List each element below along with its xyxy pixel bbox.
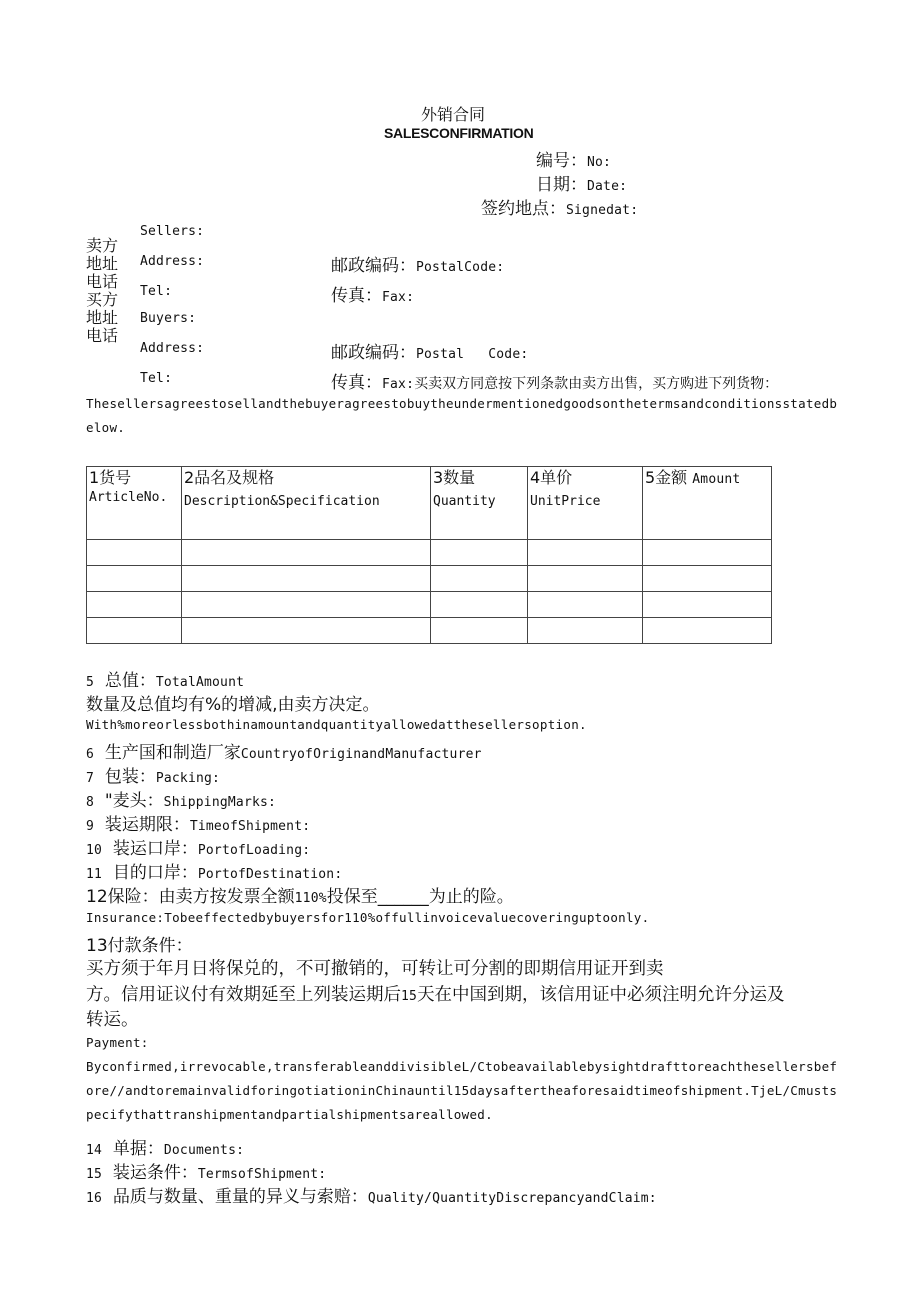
table-row	[87, 618, 772, 644]
side-label-block	[86, 237, 118, 345]
clause-13-cn-part: 方。信用证议付有效期延至上列装运期后	[86, 985, 401, 1005]
side-label-address: 地址	[86, 308, 119, 327]
clause-number: 11	[86, 867, 103, 882]
clause-7	[86, 762, 220, 787]
table-cell[interactable]	[431, 592, 528, 618]
clause-number: 7	[86, 771, 95, 786]
clause-13-title: 13付款条件：	[86, 936, 193, 956]
header-cn: 1货号	[89, 468, 132, 487]
signed-label-en: Signedat:	[566, 203, 639, 218]
table-cell[interactable]	[431, 618, 528, 644]
header-cn: 2品名及规格	[184, 468, 275, 487]
buyer-postal-field	[331, 338, 528, 363]
table-row	[87, 540, 772, 566]
clause-12-cn: 12保险：由卖方按发票全额	[86, 887, 295, 907]
header-en: Description&Specification	[184, 494, 380, 509]
clause-9	[86, 810, 310, 835]
clause-13-cn-part: 天在中国到期，该信用证中必须注明允许分运及	[417, 985, 785, 1005]
seller-tel-label: Tel:	[140, 284, 173, 299]
clause-13-cn-line1: 买方须于年月日将保兑的，不可撤销的，可转让可分割的即期信用证开到卖	[86, 959, 664, 979]
clause-title-cn: 品质与数量、重量的异义与索赔：	[112, 1187, 368, 1207]
clause-6	[86, 738, 482, 763]
clause-12	[86, 882, 514, 907]
clause-5-tolerance-cn: 数量及总值均有%的增减,由卖方决定。	[86, 695, 380, 715]
contract-number-field	[536, 146, 611, 171]
clause-13-cn-line2	[86, 981, 785, 1006]
table-cell[interactable]	[431, 566, 528, 592]
date-field	[536, 170, 627, 195]
table-cell[interactable]	[528, 566, 643, 592]
table-cell[interactable]	[87, 592, 182, 618]
header-description	[182, 467, 431, 540]
fax-label-en: Fax:	[382, 377, 415, 392]
agreement-en-line2: elow.	[86, 420, 126, 435]
clause-number: 10	[86, 843, 103, 858]
clause-title-en: PortofLoading:	[197, 843, 311, 858]
clause-title-en: TotalAmount	[155, 675, 245, 690]
clause-8	[86, 786, 276, 811]
table-row	[87, 592, 772, 618]
date-label-en: Date:	[587, 179, 628, 194]
clause-title-cn: 装运条件：	[112, 1163, 198, 1183]
clause-number: 5	[86, 675, 95, 690]
table-cell[interactable]	[87, 540, 182, 566]
clause-title-cn: 总值：	[104, 671, 156, 691]
clause-title-en: CountryofOriginandManufacturer	[240, 747, 482, 762]
clause-title-en: TermsofShipment:	[197, 1167, 327, 1182]
table-cell[interactable]	[643, 566, 772, 592]
clause-title-cn: 装运期限：	[104, 815, 190, 835]
fax-label-en: Fax:	[382, 290, 415, 305]
clause-13-cn-line3: 转运。	[86, 1010, 139, 1030]
header-cn: 3数量	[433, 468, 476, 487]
clause-title-en: ShippingMarks:	[163, 795, 277, 810]
header-quantity	[431, 467, 528, 540]
clause-title-en: Documents:	[163, 1143, 245, 1158]
header-article-no	[87, 467, 182, 540]
side-label-phone: 电话	[86, 326, 119, 345]
clause-title-en: PortofDestination:	[197, 867, 343, 882]
table-cell[interactable]	[182, 566, 431, 592]
clause-15	[86, 1158, 326, 1183]
clause-12-en: Insurance:Tobeeffectedbybuyersfor110%offullinvoicevaluecoveringuptoonly.	[86, 910, 650, 925]
side-label-address: 地址	[86, 254, 119, 273]
table-header-row	[87, 467, 772, 540]
table-cell[interactable]	[87, 566, 182, 592]
clause-5	[86, 666, 244, 691]
seller-fax-field	[331, 281, 414, 306]
table-cell[interactable]	[643, 592, 772, 618]
no-label-en: No:	[587, 155, 612, 170]
no-label-cn: 编号：	[536, 151, 587, 171]
postal-label-cn: 邮政编码：	[331, 343, 416, 363]
header-cn: 4单价	[530, 468, 573, 487]
buyer-tel-label: Tel:	[140, 371, 173, 386]
clause-16	[86, 1182, 657, 1207]
postal-label-en: PostalCode:	[416, 260, 505, 275]
title-cn: 外销合同	[421, 105, 486, 124]
table-cell[interactable]	[182, 618, 431, 644]
header-en: Amount	[692, 472, 741, 487]
table-cell[interactable]	[643, 540, 772, 566]
clause-13-en-line3: pecifythattranshipmentandpartialshipmentsareallowed.	[86, 1107, 493, 1122]
header-cn: 5金额	[645, 468, 688, 487]
clause-12-cn-end: 投保至______为止的险。	[326, 887, 514, 907]
signed-label-cn: 签约地点：	[481, 199, 566, 219]
clause-13-en-payment: Payment:	[86, 1035, 149, 1050]
header-en: Quantity	[433, 494, 496, 509]
agreement-en-line1: Thesellersagreestosellandthebuyeragreestobuytheundermentionedgoodsonthetermsandconditionsstatedb	[86, 396, 838, 411]
fax-label-cn: 传真：	[331, 286, 382, 306]
clause-title-cn: 生产国和制造厂家	[104, 743, 241, 763]
clause-number: 9	[86, 819, 95, 834]
table-row	[87, 566, 772, 592]
title-en: SALESCONFIRMATION	[384, 125, 534, 141]
table-cell[interactable]	[182, 592, 431, 618]
seller-address-label: Address:	[140, 254, 205, 269]
clause-title-cn: 包装：	[104, 767, 156, 787]
fax-label-cn: 传真：	[331, 373, 382, 393]
agreement-cn: 买卖双方同意按下列条款由卖方出售，买方购进下列货物：	[414, 376, 779, 392]
clause-5-tolerance-en: With%moreorlessbothinamountandquantityallowedatthesellersoption.	[86, 717, 587, 732]
clause-title-en: TimeofShipment:	[189, 819, 311, 834]
table-cell[interactable]	[431, 540, 528, 566]
buyer-address-label: Address:	[140, 341, 205, 356]
clause-title-cn: 装运口岸：	[112, 839, 198, 859]
clause-number: 15	[86, 1167, 103, 1182]
postal-label-en: Postal Code:	[416, 347, 529, 362]
clause-title-cn: "麦头：	[104, 791, 164, 811]
clause-number: 8	[86, 795, 95, 810]
clause-13-en-line2: ore//andtoremainvalidforingotiationinChinauntil15daysaftertheaforesaidtimeofshipment.TjeL/Cmusts	[86, 1083, 838, 1098]
goods-table	[86, 466, 772, 644]
clause-number: 14	[86, 1143, 103, 1158]
sellers-label: Sellers:	[140, 224, 205, 239]
signed-at-field	[481, 194, 638, 219]
clause-12-percent: 110%	[294, 891, 327, 906]
table-cell[interactable]	[182, 540, 431, 566]
header-en: UnitPrice	[530, 494, 601, 509]
table-cell[interactable]	[643, 618, 772, 644]
header-unit-price	[528, 467, 643, 540]
header-amount	[643, 467, 772, 540]
side-label-seller: 卖方	[86, 236, 119, 255]
clause-title-en: Packing:	[155, 771, 221, 786]
side-label-phone: 电话	[86, 272, 119, 291]
table-cell[interactable]	[528, 618, 643, 644]
postal-label-cn: 邮政编码：	[331, 256, 416, 276]
clause-title-cn: 单据：	[112, 1139, 164, 1159]
clause-number: 6	[86, 747, 95, 762]
table-cell[interactable]	[528, 592, 643, 618]
table-cell[interactable]	[87, 618, 182, 644]
clause-title-cn: 目的口岸：	[112, 863, 198, 883]
clause-13-days: 15	[401, 989, 418, 1004]
date-label-cn: 日期：	[536, 175, 587, 195]
clause-title-en: Quality/QuantityDiscrepancyandClaim:	[367, 1191, 657, 1206]
seller-postal-field	[331, 251, 504, 276]
clause-13-en-line1: Byconfirmed,irrevocable,transferableanddivisibleL/Ctobeavailablebysightdrafttoreachthesellersbef	[86, 1059, 838, 1074]
buyer-fax-field	[331, 368, 778, 393]
clause-11	[86, 858, 342, 883]
side-label-buyer: 买方	[86, 290, 119, 309]
clause-14	[86, 1134, 244, 1159]
clause-10	[86, 834, 310, 859]
clause-number: 16	[86, 1191, 103, 1206]
buyers-label: Buyers:	[140, 311, 197, 326]
table-cell[interactable]	[528, 540, 643, 566]
header-en: ArticleNo.	[89, 490, 168, 505]
